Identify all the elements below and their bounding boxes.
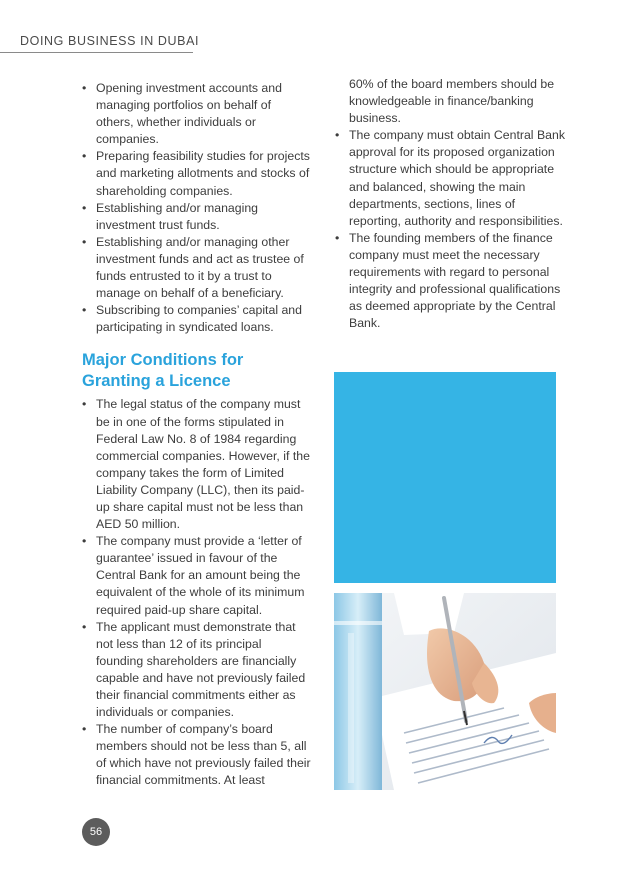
list-item: • The founding members of the finance company must meet the necessary requirements with regard to personal integrity and professional qualifications as deemed appropriate by the Central Bank. <box>333 230 565 333</box>
page-number: 56 <box>82 818 110 846</box>
left-column <box>80 80 312 790</box>
section-heading <box>82 350 312 392</box>
list-item: • Establishing and/or managing investment trust funds. <box>80 200 312 234</box>
continued-text: 60% of the board members should be knowledgeable in finance/banking business. <box>349 77 555 126</box>
list-item: • The company must provide a ‘letter of guarantee’ issued in favour of the Central Bank for an amount being the equivalent of the whole of its minimum required paid-up share capital. <box>80 533 312 618</box>
conditions-list <box>80 396 312 789</box>
list-item: • The applicant must demonstrate that not less than 12 of its principal founding shareholders are financially capable and have not previously failed their financial commitments either as individuals or companies. <box>80 619 312 722</box>
photo-illustration <box>334 593 556 790</box>
list-item: • The legal status of the company must be in one of the forms stipulated in Federal Law No. 8 of 1984 regarding commercial companies. However, if the company takes the form of Limited Liability Company (LLC), then its paid-up share capital must not be less than AED 50 million. <box>80 396 312 533</box>
right-list <box>333 127 565 332</box>
list-item: • Opening investment accounts and managing portfolios on behalf of others, whether individuals or companies. <box>80 80 312 148</box>
running-header: DOING BUSINESS IN DUBAI <box>20 34 200 48</box>
list-item: • The company must obtain Central Bank approval for its proposed organization structure which should be appropriate and balanced, showing the main departments, sections, lines of reporting, authority and responsibilities. <box>333 127 565 230</box>
header-rule <box>0 52 193 53</box>
intro-list <box>80 80 312 336</box>
right-column <box>333 76 565 332</box>
list-item: • Establishing and/or managing other investment funds and act as trustee of funds entrusted to it by a trust to manage on behalf of a beneficiary. <box>80 234 312 302</box>
list-item: • Preparing feasibility studies for projects and marketing allotments and stocks of shareholding companies. <box>80 148 312 199</box>
list-item: • The number of company’s board members should not be less than 5, all of which have not previously failed their financial commitments. At least <box>80 721 312 789</box>
section-heading-line: Granting a Licence <box>82 372 231 391</box>
section-heading-line: Major Conditions for <box>82 351 244 370</box>
decorative-blue-panel <box>334 372 556 583</box>
signing-document-photo <box>334 593 556 790</box>
list-item: • Subscribing to companies’ capital and participating in syndicated loans. <box>80 302 312 336</box>
